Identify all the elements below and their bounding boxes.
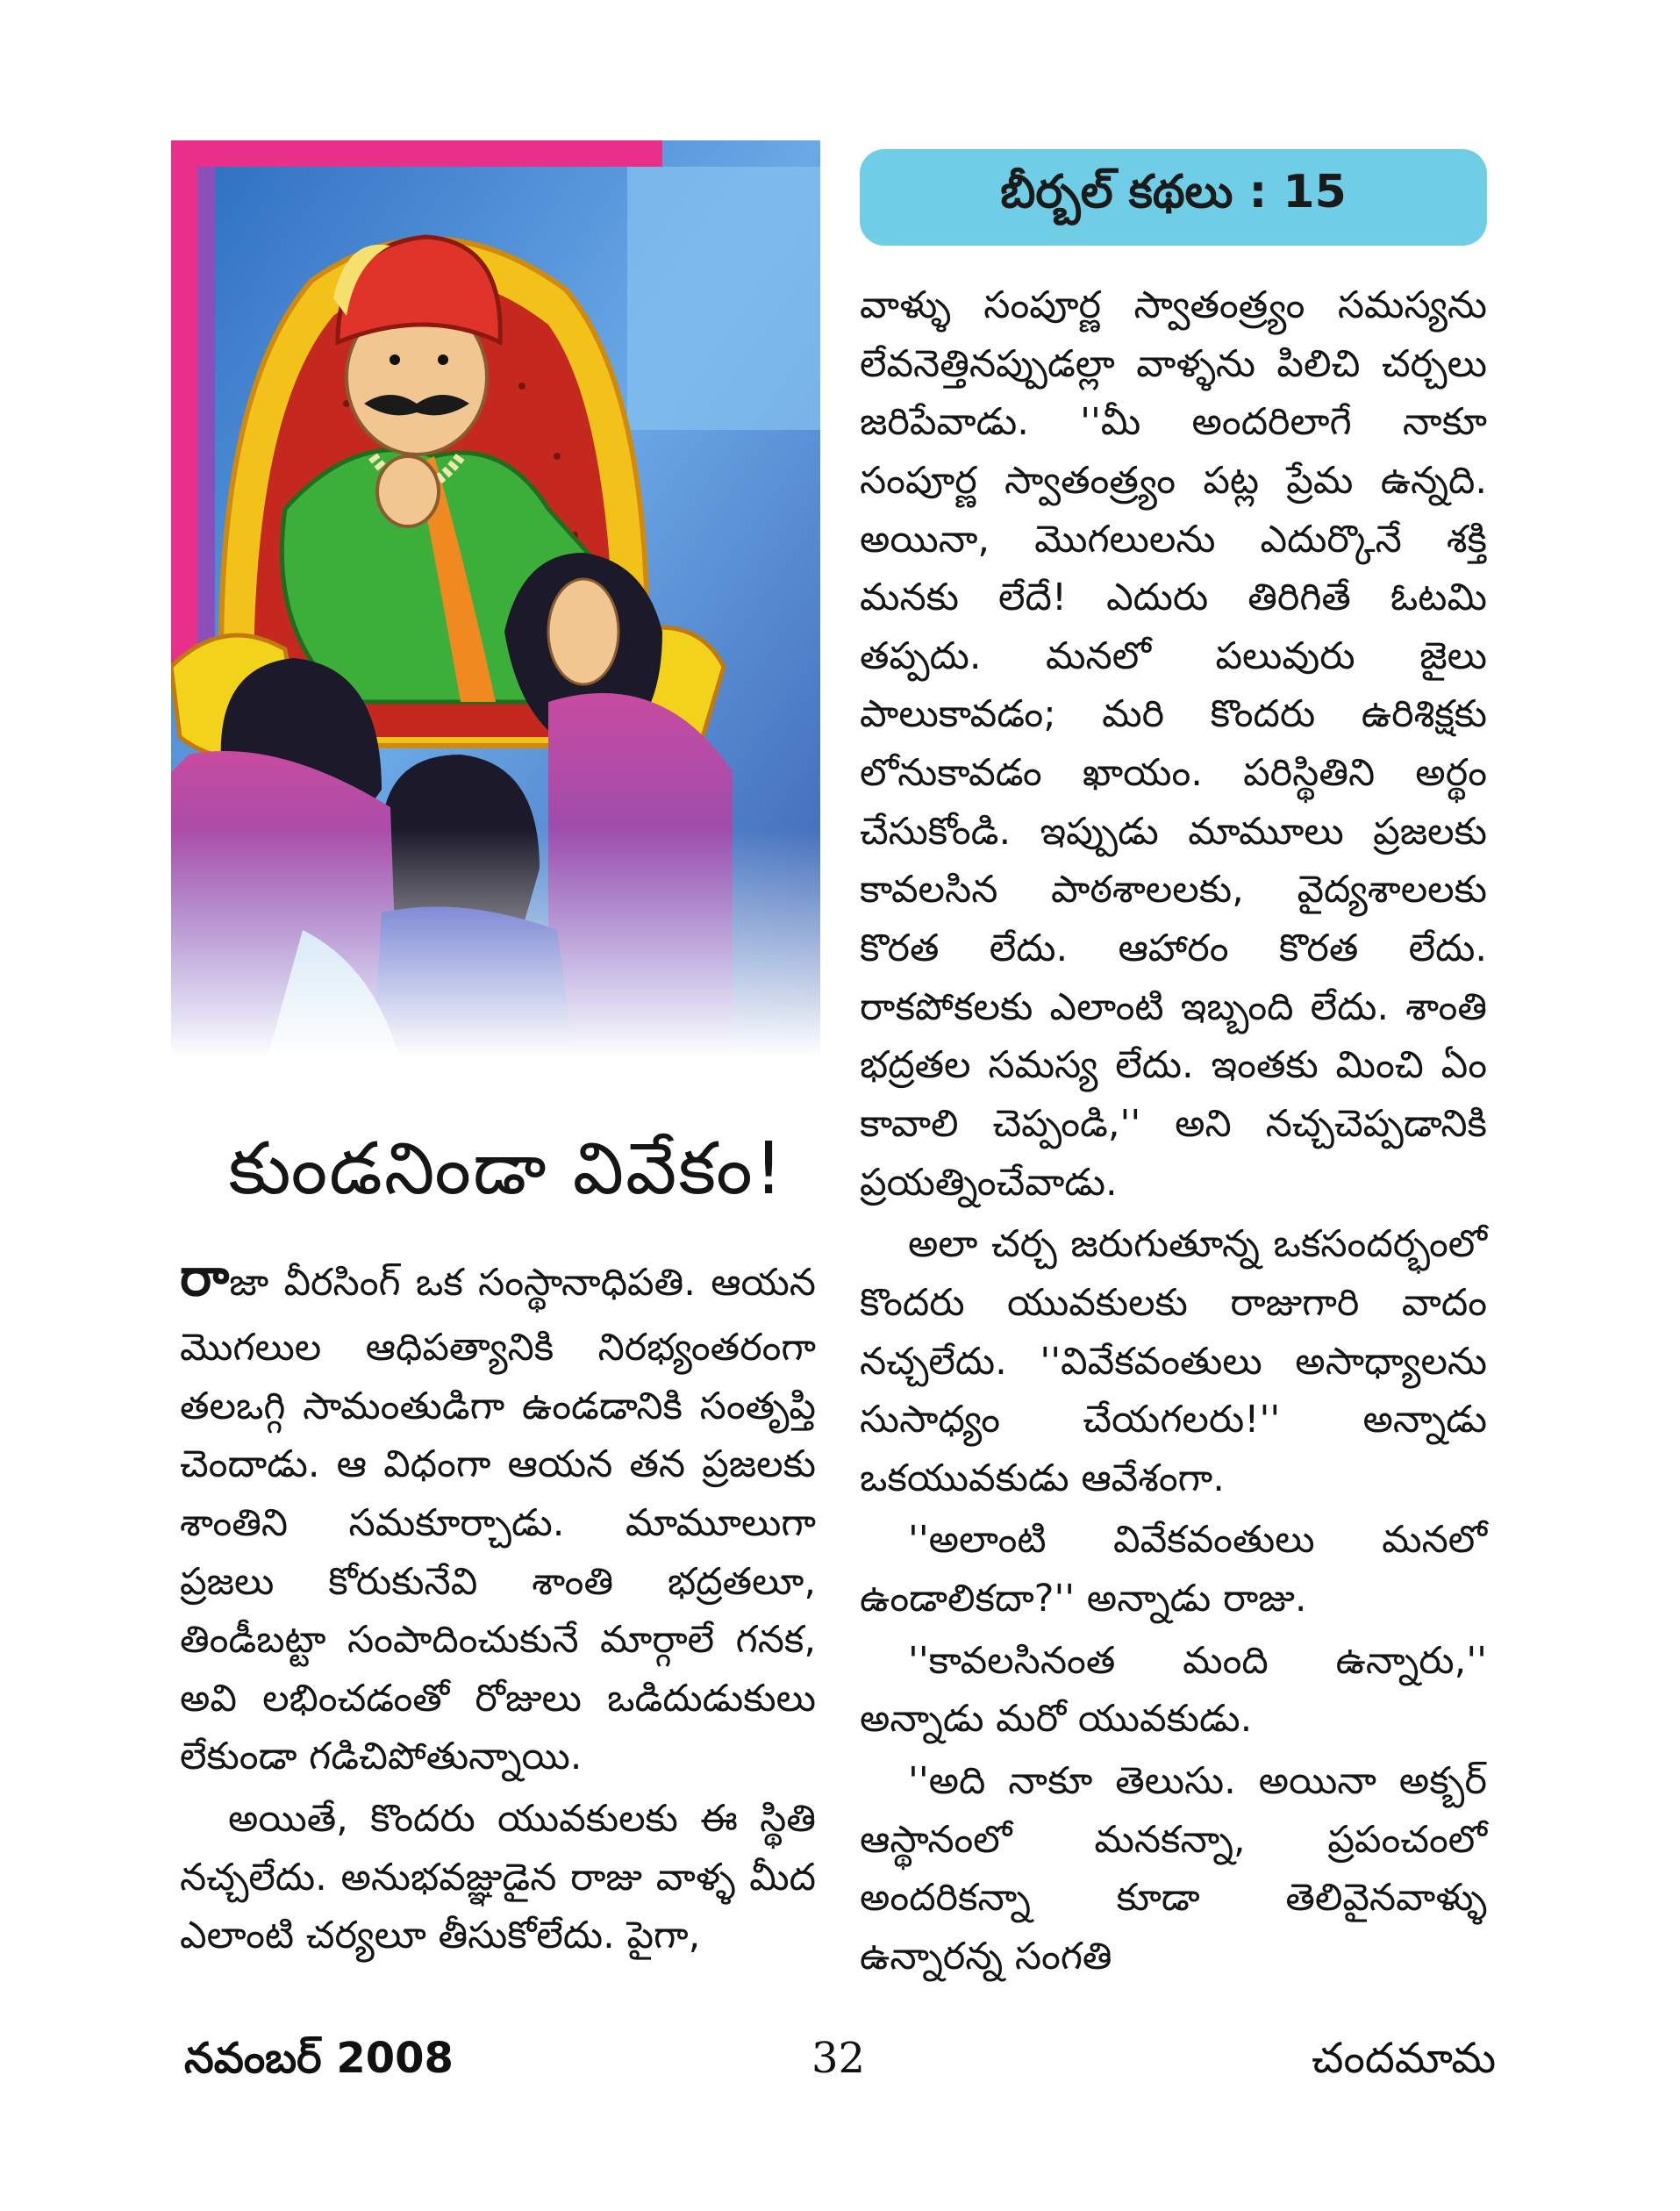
series-banner	[860, 149, 1487, 246]
paragraph-6: ''కావలసినంత మంది ఉన్నారు,'' అన్నాడు మరో యువకుడు.	[860, 1638, 1487, 1742]
story-title: కుండనిండా వివేకం!	[228, 1127, 785, 1211]
paragraph-5: ''అలాంటి వివేకవంతులు మనలో ఉండాలికదా?'' అన్నాడు రాజు.	[860, 1518, 1487, 1621]
magazine-name: చందమామ	[1312, 2034, 1497, 2083]
paragraph-1	[180, 1237, 816, 1786]
paragraph-7: ''అది నాకూ తెలుసు. అయినా అక్బర్ ఆస్థానంలో మనకన్నా, ప్రపంచంలో అందరికన్నా కూడా తెలివైనవాళ్ళు ఉన్నారన్న సంగతి	[860, 1759, 1487, 1978]
right-column	[860, 276, 1487, 1990]
drop-cap: రా	[180, 1247, 230, 1308]
king-on-throne-illustration	[171, 140, 820, 1057]
paragraph-4: అలా చర్చ జరుగుతూన్న ఒకసందర్భంలో కొందరు యువకులకు రాజుగారి వాదం నచ్చలేదు. ''వివేకవంతులు అసాధ్యాలను సుసాధ్యం చేయగలరు!'' అన్నాడు ఒకయువకుడు ఆవేశంగా.	[860, 1222, 1487, 1500]
left-column	[180, 1237, 816, 1969]
story-illustration	[171, 140, 820, 1057]
page-number: 32	[811, 2034, 866, 2083]
paragraph-1-text: జా వీరసింగ్ ఒక సంస్థానాధిపతి. ఆయన మొగలుల ఆధిపత్యానికి నిరభ్యంతరంగా తలఒగ్గి సామంతుడిగా ఉండడానికి సంతృప్తి చెందాడు. ఆ విధంగా ఆయన తన ప్రజలకు శాంతిని సమకూర్చాడు. మామూలుగా ప్రజలు కోరుకునేవి శాంతి భద్రతలూ, తిండీబట్టా సంపాదించుకునే మార్గాలే గనక, అవి లభించడంతో రోజులు ఒడిదుడుకులు లేకుండా గడిచిపోతున్నాయి.	[180, 1261, 816, 1779]
series-title: బీర్బల్ కథలు : 15	[1000, 165, 1347, 218]
issue-date: నవంబర్ 2008	[184, 2034, 454, 2083]
paragraph-3: వాళ్ళు సంపూర్ణ స్వాతంత్ర్యం సమస్యను లేవనెత్తినప్పుడల్లా వాళ్ళను పిలిచి చర్చలు జరిపేవాడు. ''మీ అందరిలాగే నాకూ సంపూర్ణ స్వాతంత్ర్యం పట్ల ప్రేమ ఉన్నది. అయినా, మొగలులను ఎదుర్కొనే శక్తి మనకు లేదే! ఎదురు తిరిగితే ఓటమి తప్పదు. మనలో పలువురు జైలు పాలుకావడం; మరి కొందరు ఉరిశిక్షకు లోనుకావడం ఖాయం. పరిస్థితిని అర్థం చేసుకోండి. ఇప్పుడు మామూలు ప్రజలకు కావలసిన పాఠశాలలకు, వైద్యశాలలకు కొరత లేదు. ఆహారం కొరత లేదు. రాకపోకలకు ఎలాంటి ఇబ్బంది లేదు. శాంతి భద్రతల సమస్య లేదు. ఇంతకు మించి ఏం కావాలి చెప్పండి,'' అని నచ్చచెప్పడానికి ప్రయత్నించేవాడు.	[860, 283, 1487, 1205]
paragraph-2: అయితే, కొందరు యువకులకు ఈ స్థితి నచ్చలేదు. అనుభవజ్ఞుడైన రాజు వాళ్ళ మీద ఎలాంటి చర్యలూ తీసుకోలేదు. పైగా,	[180, 1797, 816, 1958]
